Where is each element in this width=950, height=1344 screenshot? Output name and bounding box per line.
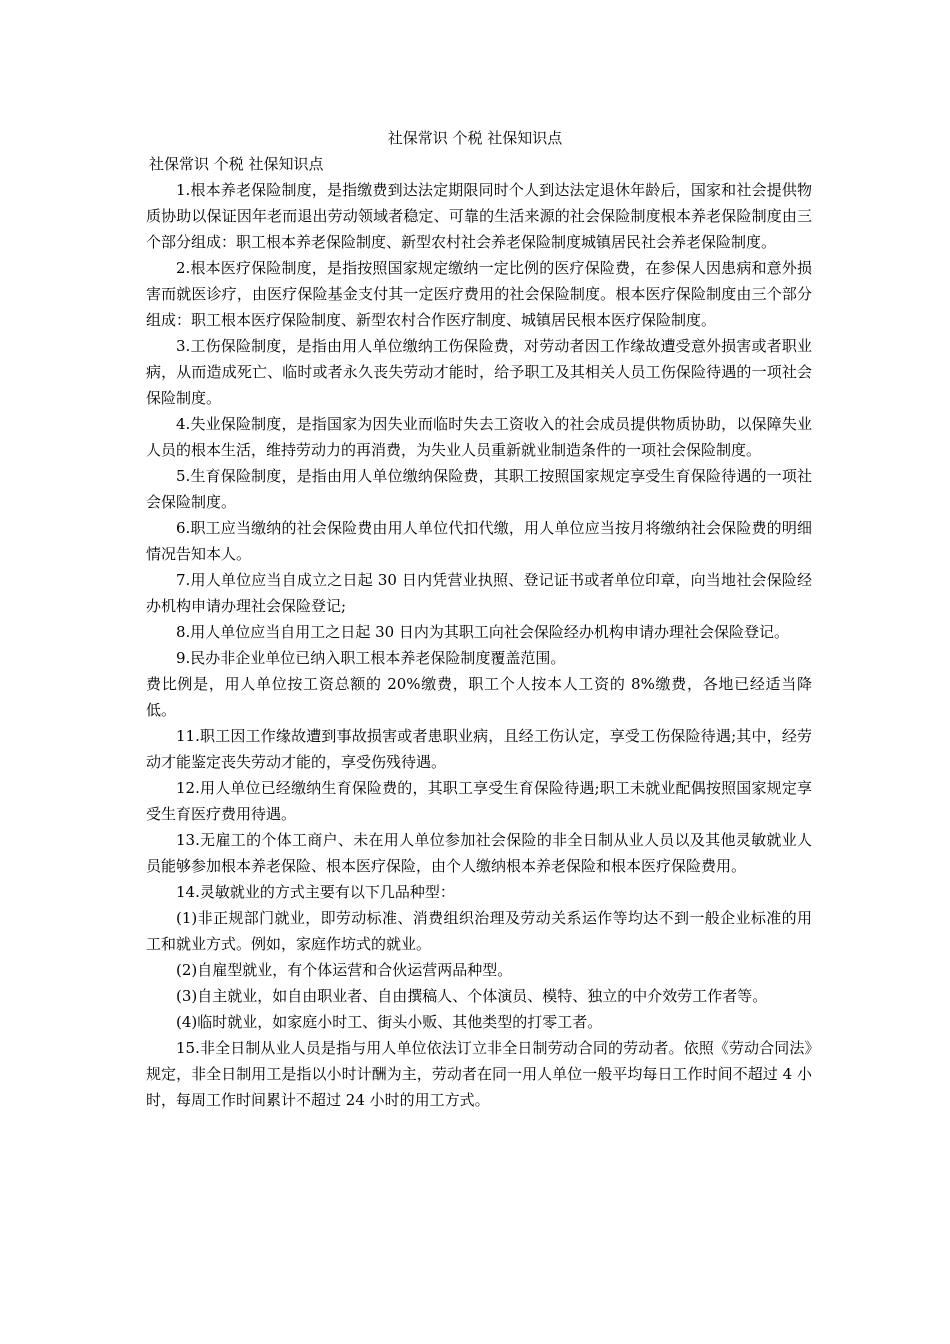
paragraph: 3.工伤保险制度，是指由用人单位缴纳工伤保险费，对劳动者因工作缘故遭受意外损害或者职业病，从而造成死亡、临时或者永久丧失劳动才能时，给予职工及其相关人员工伤保险待遇的一项社会保险制度。: [146, 337, 812, 407]
paragraph: 4.失业保险制度，是指国家为因失业而临时失去工资收入的社会成员提供物质协助，以保障失业人员的根本生活，维持劳动力的再消费，为失业人员重新就业制造条件的一项社会保险制度。: [146, 415, 812, 459]
paragraph: 11.职工因工作缘故遭到事故损害或者患职业病，且经工伤认定，享受工伤保险待遇;其中，经劳动才能鉴定丧失劳动才能的，享受伤残待遇。: [146, 727, 812, 771]
document-subtitle: 社保常识 个税 社保知识点: [149, 155, 324, 173]
paragraph: 14.灵敏就业的方式主要有以下几品种型：: [176, 883, 455, 901]
paragraph: 7.用人单位应当自成立之日起 30 日内凭营业执照、登记证书或者单位印章，向当地社会保险经办机构申请办理社会保险登记;: [146, 571, 812, 615]
paragraph: (4)临时就业，如家庭小时工、街头小贩、其他类型的打零工者。: [176, 1013, 603, 1031]
paragraph: 2.根本医疗保险制度，是指按照国家规定缴纳一定比例的医疗保险费，在参保人因患病和意外损害而就医诊疗，由医疗保险基金支付其一定医疗费用的社会保险制度。根本医疗保险制度由三个部分组成：职工根本医疗保险制度、新型农村合作医疗制度、城镇居民根本医疗保险制度。: [146, 259, 812, 329]
paragraph: 5.生育保险制度，是指由用人单位缴纳保险费，其职工按照国家规定享受生育保险待遇的一项社会保险制度。: [146, 467, 812, 511]
paragraph: 12.用人单位已经缴纳生育保险费的，其职工享受生育保险待遇;职工未就业配偶按照国家规定享受生育医疗费用待遇。: [146, 779, 812, 823]
paragraph: 6.职工应当缴纳的社会保险费由用人单位代扣代缴，用人单位应当按月将缴纳社会保险费的明细情况告知本人。: [146, 519, 812, 563]
paragraph: 15.非全日制从业人员是指与用人单位依法订立非全日制劳动合同的劳动者。依照《劳动合同法》规定，非全日制用工是指以小时计酬为主，劳动者在同一用人单位一般平均每日工作时间不超过 4 小时，每周工作时间累计不超过 24 小时的用工方式。: [146, 1039, 812, 1109]
paragraph: 1.根本养老保险制度，是指缴费到达法定期限同时个人到达法定退休年龄后，国家和社会提供物质协助以保证因年老而退出劳动领域者稳定、可靠的生活来源的社会保险制度根本养老保险制度由三个部分组成：职工根本养老保险制度、新型农村社会养老保险制度城镇居民社会养老保险制度。: [146, 181, 812, 251]
paragraph-list: [146, 177, 812, 1113]
paragraph: 8.用人单位应当自用工之日起 30 日内为其职工向社会保险经办机构申请办理社会保险登记。: [176, 623, 789, 641]
paragraph: 费比例是，用人单位按工资总额的 20%缴费，职工个人按本人工资的 8%缴费，各地已经适当降低。: [146, 675, 812, 719]
paragraph: (1)非正规部门就业，即劳动标准、消费组织治理及劳动关系运作等均达不到一般企业标准的用工和就业方式。例如，家庭作坊式的就业。: [146, 909, 812, 953]
paragraph: (2)自雇型就业，有个体运营和合伙运营两品种型。: [176, 961, 513, 979]
paragraph: 9.民办非企业单位已纳入职工根本养老保险制度覆盖范围。: [176, 649, 566, 667]
document-body: [146, 151, 812, 1113]
paragraph: (3)自主就业，如自由职业者、自由撰稿人、个体演员、模特、独立的中介效劳工作者等。: [176, 987, 768, 1005]
paragraph: 13.无雇工的个体工商户、未在用人单位参加社会保险的非全日制从业人员以及其他灵敏就业人员能够参加根本养老保险、根本医疗保险，由个人缴纳根本养老保险和根本医疗保险费用。: [146, 831, 812, 875]
document-title: 社保常识 个税 社保知识点: [387, 129, 563, 147]
